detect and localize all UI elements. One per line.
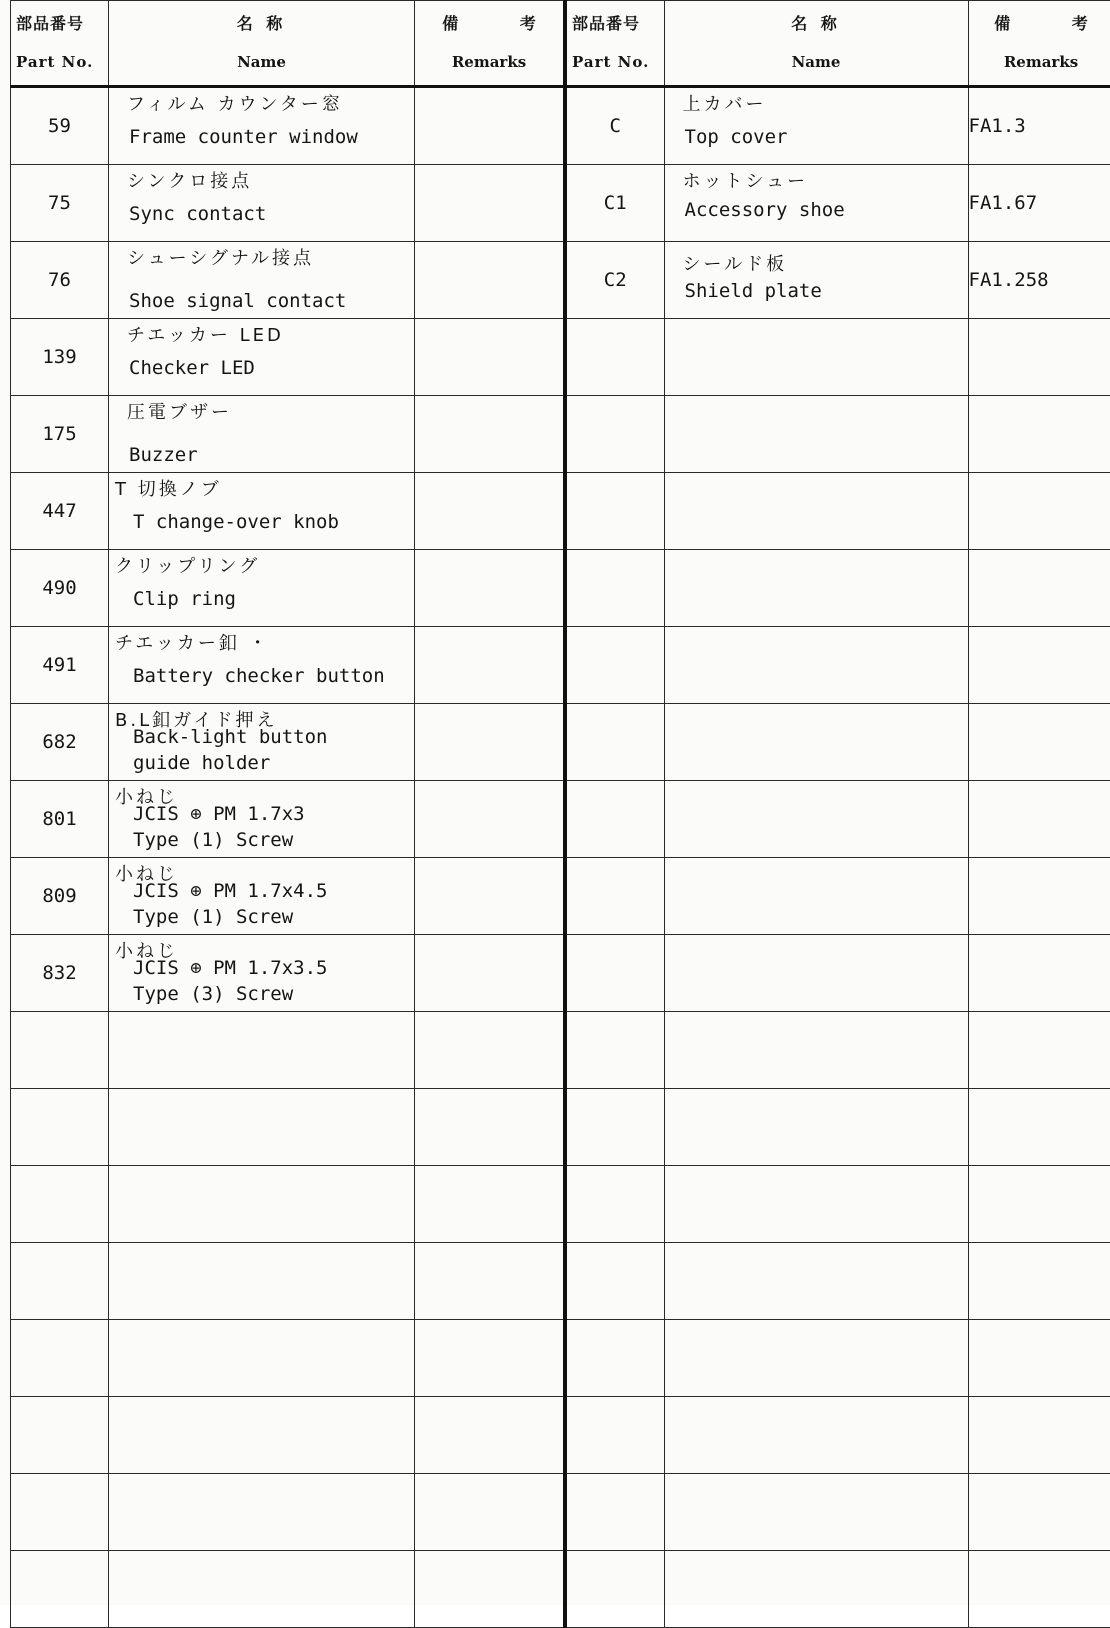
empty-row [11,1166,564,1243]
remarks-cell [415,550,564,627]
part-name [109,858,415,935]
empty-row [565,858,1110,935]
header-remarks-en: Remarks [969,53,1110,71]
part-name-en: Back-light button [133,726,327,748]
part-number: 801 [11,781,109,858]
part-name-en: Frame counter window [129,126,358,148]
part-name-jp: 小ねじ [115,860,178,886]
part-number: C2 [565,242,664,319]
part-name-en: Shield plate [685,280,822,302]
part-name-jp: 圧電ブザー [127,398,232,424]
header-name [109,1,415,87]
table-row [11,550,564,627]
part-name-jp: ホットシュー [683,167,809,193]
part-name-jp: シンクロ接点 [127,167,252,193]
part-number: 491 [11,627,109,704]
part-name-jp: 上カバー [683,90,767,116]
empty-row [11,1243,564,1320]
part-name [109,396,415,473]
empty-row [565,781,1110,858]
parts-table-left [10,0,564,1628]
part-name [109,935,415,1012]
part-name [109,319,415,396]
table-row [11,87,564,165]
empty-row [565,704,1110,781]
header-part-no [11,1,109,87]
header-name-jp: 名 称 [109,11,414,34]
part-name [109,627,415,704]
part-name-jp: シューシグナル接点 [127,244,314,270]
part-name [109,781,415,858]
empty-row [565,627,1110,704]
table-row [11,858,564,935]
empty-row [565,935,1110,1012]
part-number: 447 [11,473,109,550]
header-remarks [415,1,564,87]
remarks-cell: FA1.3 [968,87,1110,165]
part-number: 139 [11,319,109,396]
part-name-en: JCIS ⊕ PM 1.7x3.5 [133,957,327,979]
part-name-en: Shoe signal contact [129,290,346,312]
remarks-cell [415,473,564,550]
header-name [664,1,968,87]
part-name-jp: B.L釦ガイド押え [115,706,278,732]
parts-table-right [563,0,1110,1628]
remarks-cell [415,935,564,1012]
table-row [565,242,1110,319]
empty-row [11,1089,564,1166]
table-row [11,165,564,242]
part-name [109,550,415,627]
empty-row [565,1551,1110,1628]
remarks-cell [415,858,564,935]
table-row [565,165,1110,242]
table-row [11,473,564,550]
empty-row [11,1320,564,1397]
part-name-jp: フィルム カウンター窓 [127,90,343,116]
table-row [565,87,1110,165]
part-number: 809 [11,858,109,935]
part-name-en: Top cover [685,126,788,148]
part-name-jp: 小ねじ [115,783,178,809]
header-name-en: Name [665,53,968,71]
empty-row [565,1397,1110,1474]
part-name-en: Buzzer [129,444,198,466]
part-name [664,165,968,242]
part-name-jp: シールド板 [683,250,788,276]
remarks-cell [415,396,564,473]
empty-row [565,1089,1110,1166]
part-name [664,242,968,319]
part-number: 59 [11,87,109,165]
table-row [11,627,564,704]
header-name-jp: 名 称 [665,11,968,34]
empty-row [565,473,1110,550]
part-name-en: T change-over knob [133,511,339,533]
empty-row [11,1012,564,1089]
header-remarks [968,1,1110,87]
part-number: 832 [11,935,109,1012]
header-part-no [565,1,664,87]
empty-row [565,1012,1110,1089]
part-number: C [565,87,664,165]
empty-row [565,1166,1110,1243]
empty-row [565,1474,1110,1551]
table-row [11,704,564,781]
part-name [109,473,415,550]
empty-row [565,396,1110,473]
remarks-cell [415,781,564,858]
empty-row [565,319,1110,396]
remarks-cell: FA1.258 [968,242,1110,319]
part-name [664,87,968,165]
remarks-cell [415,242,564,319]
table-row [11,242,564,319]
remarks-cell: FA1.67 [968,165,1110,242]
table-row [11,319,564,396]
part-number: 76 [11,242,109,319]
part-name-jp: チエッカー LED [127,321,284,347]
part-number: C1 [565,165,664,242]
part-name-en: Accessory shoe [685,199,845,221]
part-name-jp: クリップリング [115,552,260,578]
part-name-en: Sync contact [129,203,266,225]
part-name-jp: チエッカー釦 ・ [115,629,270,655]
part-name-en: Battery checker button [133,665,385,687]
header-part-no-en: Part No. [567,53,664,71]
header-part-no-jp: 部品番号 [567,11,664,34]
table-row [11,935,564,1012]
remarks-cell [415,627,564,704]
remarks-cell [415,319,564,396]
header-remarks-en: Remarks [415,53,563,71]
part-name [109,87,415,165]
empty-row [565,1243,1110,1320]
part-name [109,242,415,319]
table-header [11,1,564,87]
part-name-jp: 小ねじ [115,937,178,963]
part-number: 75 [11,165,109,242]
empty-row [565,550,1110,627]
header-remarks-jp: 備 考 [415,11,563,34]
part-name [109,704,415,781]
header-name-en: Name [109,53,414,71]
part-name-en: JCIS ⊕ PM 1.7x4.5 [133,880,327,902]
header-remarks-jp: 備 考 [969,11,1110,34]
table-row [11,396,564,473]
part-name-en: JCIS ⊕ PM 1.7x3 [133,803,305,825]
remarks-cell [415,165,564,242]
table-row [11,781,564,858]
remarks-cell [415,704,564,781]
remarks-cell [415,87,564,165]
part-name-en: Checker LED [129,357,255,379]
empty-row [11,1397,564,1474]
header-part-no-en: Part No. [11,53,108,71]
empty-row [565,1320,1110,1397]
part-number: 682 [11,704,109,781]
part-name [109,165,415,242]
part-name-en-line2: Type (1) Screw [133,829,293,851]
part-name-en-line2: Type (1) Screw [133,906,293,928]
part-name-en-line2: Type (3) Screw [133,983,293,1005]
empty-row [11,1551,564,1628]
table-header [565,1,1110,87]
part-name-jp: T 切換ノブ [115,475,222,501]
part-number: 490 [11,550,109,627]
header-part-no-jp: 部品番号 [11,11,108,34]
part-name-en: Clip ring [133,588,236,610]
part-name-en-line2: guide holder [133,752,270,774]
empty-row [11,1474,564,1551]
part-number: 175 [11,396,109,473]
